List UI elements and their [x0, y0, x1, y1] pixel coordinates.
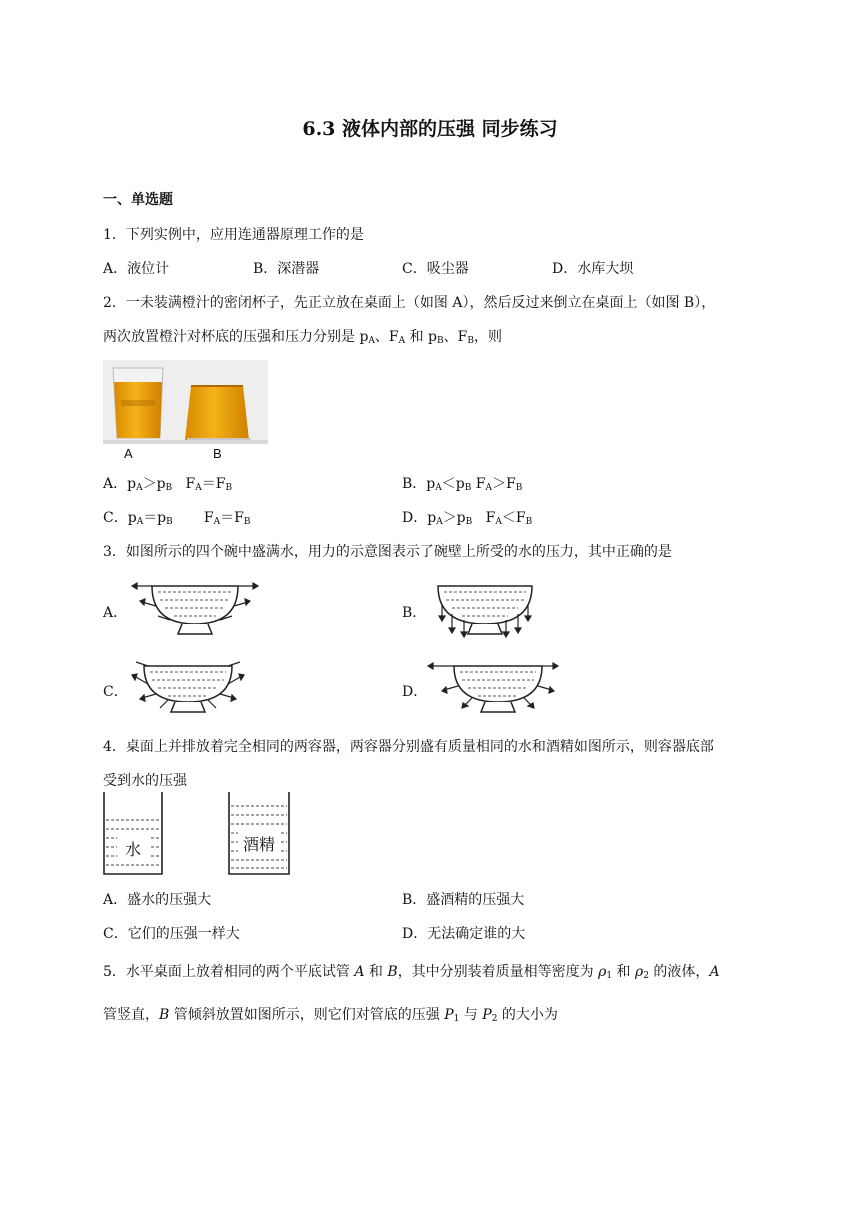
- question-2-option-b[interactable]: B．$p_A<p_B$ $F_A>F_B$: [402, 476, 523, 493]
- page-title: 6.3 液体内部的压强 同步练习: [302, 118, 558, 140]
- bowl-d-figure: [428, 656, 558, 718]
- question-4-stem-line1: 4．桌面上并排放着完全相同的两容器，两容器分别盛有质量相同的水和酒精如图所示，则容器底部: [103, 739, 714, 755]
- question-5-stem-line1: 5．水平桌面上放着相同的两个平底试管 A 和 B，其中分别装着质量相等密度为 $\rho_1$ 和 $\rho_2$ 的液体，A: [103, 964, 720, 981]
- question-2-stem-line1: 2．一未装满橙汁的密闭杯子，先正立放在桌面上（如图 A），然后反过来倒立在桌面上（如图 B），: [103, 295, 716, 311]
- question-4-option-d[interactable]: D．无法确定谁的大: [402, 926, 526, 942]
- question-2-option-c[interactable]: C．$p_A=p_B$ $F_A=F_B$: [103, 510, 251, 527]
- question-3-stem: 3．如图所示的四个碗中盛满水，用力的示意图表示了碗壁上所受的水的压力，其中正确的是: [103, 544, 672, 560]
- question-4-option-b[interactable]: B．盛酒精的压强大: [402, 892, 525, 908]
- alcohol-label: 酒精: [238, 832, 280, 855]
- question-1-option-c[interactable]: C．吸尘器: [402, 261, 469, 277]
- question-1-option-a[interactable]: A．液位计: [103, 261, 170, 277]
- water-label: 水: [117, 837, 149, 860]
- figure-label-b: B: [213, 446, 222, 461]
- question-5-stem-line2: 管竖直，B 管倾斜放置如图所示，则它们对管底的压强 $P_1$ 与 $P_2$ 的大小为: [103, 1007, 558, 1024]
- question-4-option-c[interactable]: C．它们的压强一样大: [103, 926, 240, 942]
- question-1-option-b[interactable]: B．深潜器: [253, 261, 320, 277]
- bowl-a-figure: [130, 578, 260, 640]
- question-3-option-a[interactable]: A．: [103, 605, 128, 621]
- question-4-option-a[interactable]: A．盛水的压强大: [103, 892, 212, 908]
- question-1-option-d[interactable]: D．水库大坝: [552, 261, 634, 277]
- bowl-c-figure: [128, 656, 248, 718]
- juice-cups-figure: [103, 360, 268, 460]
- section-heading: 一、单选题: [103, 192, 173, 208]
- question-3-option-b[interactable]: B．: [402, 605, 427, 621]
- question-3-option-c[interactable]: C．: [103, 684, 128, 700]
- figure-label-a: A: [124, 446, 133, 461]
- bowl-b-figure: [430, 578, 540, 640]
- question-2-option-a[interactable]: A．$p_A>p_B$ $F_A=F_B$: [103, 476, 233, 493]
- question-2-option-d[interactable]: D．$p_A>p_B$ $F_A<F_B$: [402, 510, 533, 527]
- question-4-stem-line2: 受到水的压强: [103, 773, 187, 789]
- question-2-stem-line2: 两次放置橙汁对杯底的压强和压力分别是 $p_A$、$F_A$ 和 $p_B$、$F_B$，则: [103, 329, 502, 346]
- question-3-option-d[interactable]: D．: [402, 684, 428, 700]
- question-1-stem: 1．下列实例中，应用连通器原理工作的是: [103, 227, 364, 243]
- water-container-figure: [103, 792, 163, 876]
